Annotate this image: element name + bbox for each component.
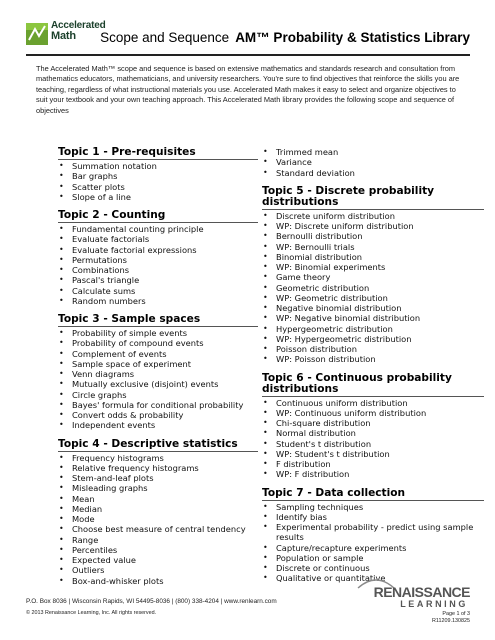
objective-item: • WP: Discrete uniform distribution xyxy=(262,221,484,231)
objective-item: • Bernoulli distribution xyxy=(262,231,484,241)
objective-item: • Convert odds & probability xyxy=(58,410,258,420)
objective-item: • Variance xyxy=(262,157,484,167)
intro-paragraph: The Accelerated Math™ scope and sequence is based on extensive mathematics and standards research and consultation from mathematics educators, mathematicians, and university researchers. You're sure to find objectives that reinforce the skills you are teaching, regardless of what instructional materials you use. Accelerated Math makes it easy to select and organize objectives to suit your textbook and your own teaching approach. This Accelerated Math library provides the following scope and sequence of objectives xyxy=(36,64,460,115)
topic-heading: Topic 5 - Discrete probability distributions xyxy=(262,186,484,210)
objective-list xyxy=(262,502,484,584)
objective-item: • Binomial distribution xyxy=(262,252,484,262)
document-title-main: Scope and Sequence xyxy=(100,30,230,45)
document-code: R11209.130825 xyxy=(432,618,470,624)
objective-item: • Evaluate factorial expressions xyxy=(58,245,258,255)
objective-list xyxy=(58,224,258,306)
topic-heading: Topic 6 - Continuous probability distributions xyxy=(262,373,484,397)
objective-item: • Misleading graphs xyxy=(58,483,258,493)
objective-list xyxy=(262,211,484,365)
objective-item: • Probability of compound events xyxy=(58,338,258,348)
objective-item: • Frequency histograms xyxy=(58,453,258,463)
objective-item: • Calculate sums xyxy=(58,286,258,296)
objective-list xyxy=(58,161,258,202)
objective-item: • Qualitative or quantitative xyxy=(262,573,484,583)
footer-copyright: © 2013 Renaissance Learning, Inc. All rights reserved. xyxy=(26,610,157,616)
objective-item: • Range xyxy=(58,535,258,545)
topic-heading: Topic 4 - Descriptive statistics xyxy=(58,439,258,452)
objective-item: • WP: Continuous uniform distribution xyxy=(262,408,484,418)
objective-list xyxy=(262,398,484,480)
objective-item: • Independent events xyxy=(58,420,258,430)
objective-item: • Combinations xyxy=(58,265,258,275)
page-number: Page 1 of 3 xyxy=(442,611,470,617)
objective-item: • Sample space of experiment xyxy=(58,359,258,369)
objective-item: • Bar graphs xyxy=(58,171,258,181)
objective-item: • Discrete or continuous xyxy=(262,563,484,573)
accelerated-math-logo-icon xyxy=(26,23,48,45)
topic-section xyxy=(58,439,258,586)
left-column xyxy=(58,147,258,594)
objective-item: • WP: Geometric distribution xyxy=(262,293,484,303)
objective-item: • Stem-and-leaf plots xyxy=(58,473,258,483)
objective-item: • Relative frequency histograms xyxy=(58,463,258,473)
objective-item: • Trimmed mean xyxy=(262,147,484,157)
objective-item: • Experimental probability - predict using sample results xyxy=(262,522,484,543)
objective-item: • WP: Bernoulli trials xyxy=(262,242,484,252)
footer-address: P.O. Box 8036 | Wisconsin Rapids, WI 54495-8036 | (800) 338-4204 | www.renlearn.com xyxy=(26,598,277,605)
objective-item: • Population or sample xyxy=(262,553,484,563)
objective-item: • Percentiles xyxy=(58,545,258,555)
objective-item: • Normal distribution xyxy=(262,428,484,438)
objective-item: • Pascal's triangle xyxy=(58,275,258,285)
logo-line1: Accelerated xyxy=(51,20,106,31)
right-column xyxy=(262,147,484,592)
objective-item: • Venn diagrams xyxy=(58,369,258,379)
objective-item: • Expected value xyxy=(58,555,258,565)
objective-item: • Student's t distribution xyxy=(262,439,484,449)
objective-item: • Discrete uniform distribution xyxy=(262,211,484,221)
objective-item: • Slope of a line xyxy=(58,192,258,202)
objective-item: • Bayes' formula for conditional probability xyxy=(58,400,258,410)
objective-list xyxy=(58,453,258,586)
header-rule xyxy=(26,54,470,56)
objective-item: • Geometric distribution xyxy=(262,283,484,293)
topic-section xyxy=(58,210,258,306)
objective-item: • Standard deviation xyxy=(262,168,484,178)
objective-item: • Choose best measure of central tendency xyxy=(58,524,258,534)
objective-item: • Mode xyxy=(58,514,258,524)
objective-item: • Probability of simple events xyxy=(58,328,258,338)
topic-section xyxy=(262,186,484,365)
objective-item: • Chi-square distribution xyxy=(262,418,484,428)
document-title-library: AM™ Probability & Statistics Library xyxy=(235,30,470,45)
objective-item: • Scatter plots xyxy=(58,182,258,192)
objective-item: • Circle graphs xyxy=(58,390,258,400)
topic-heading: Topic 2 - Counting xyxy=(58,210,258,223)
topic-section xyxy=(262,373,484,480)
objective-item: • Sampling techniques xyxy=(262,502,484,512)
objective-list xyxy=(58,328,258,431)
objective-item: • Summation notation xyxy=(58,161,258,171)
topic-heading: Topic 7 - Data collection xyxy=(262,488,484,501)
objective-item: • Fundamental counting principle xyxy=(58,224,258,234)
objective-item: • WP: Student's t distribution xyxy=(262,449,484,459)
objective-list xyxy=(262,147,484,178)
objective-item: • WP: Poisson distribution xyxy=(262,354,484,364)
objective-item: • WP: Binomial experiments xyxy=(262,262,484,272)
renaissance-wordmark: RENAISSANCE xyxy=(373,584,470,600)
renaissance-learning-logo xyxy=(340,582,470,610)
objective-item: • Identify bias xyxy=(262,512,484,522)
objective-item: • Negative binomial distribution xyxy=(262,303,484,313)
objective-item: • Random numbers xyxy=(58,296,258,306)
objective-item: • Game theory xyxy=(262,272,484,282)
learning-wordmark: LEARNING xyxy=(400,599,468,609)
objective-item: • Hypergeometric distribution xyxy=(262,324,484,334)
objective-item: • Continuous uniform distribution xyxy=(262,398,484,408)
objective-item: • Box-and-whisker plots xyxy=(58,576,258,586)
objective-item: • WP: Hypergeometric distribution xyxy=(262,334,484,344)
objective-item: • Median xyxy=(58,504,258,514)
objective-item: • Capture/recapture experiments xyxy=(262,543,484,553)
topic-section xyxy=(58,147,258,202)
topic-heading: Topic 3 - Sample spaces xyxy=(58,314,258,327)
document-title xyxy=(100,30,470,45)
topic-continuation xyxy=(262,147,484,178)
objective-item: • Evaluate factorials xyxy=(58,234,258,244)
objective-item: • F distribution xyxy=(262,459,484,469)
objective-item: • Permutations xyxy=(58,255,258,265)
objective-item: • Mutually exclusive (disjoint) events xyxy=(58,379,258,389)
objective-item: • Poisson distribution xyxy=(262,344,484,354)
objective-item: • WP: F distribution xyxy=(262,469,484,479)
objective-item: • WP: Negative binomial distribution xyxy=(262,313,484,323)
topic-heading: Topic 1 - Pre-requisites xyxy=(58,147,258,160)
logo-wordmark xyxy=(51,21,106,41)
objective-item: • Mean xyxy=(58,494,258,504)
topic-section xyxy=(262,488,484,584)
objective-item: • Complement of events xyxy=(58,349,258,359)
objective-item: • Outliers xyxy=(58,565,258,575)
logo-line2: Math xyxy=(51,30,76,42)
page-header xyxy=(26,18,470,52)
topic-section xyxy=(58,314,258,431)
page-footer xyxy=(26,584,470,634)
